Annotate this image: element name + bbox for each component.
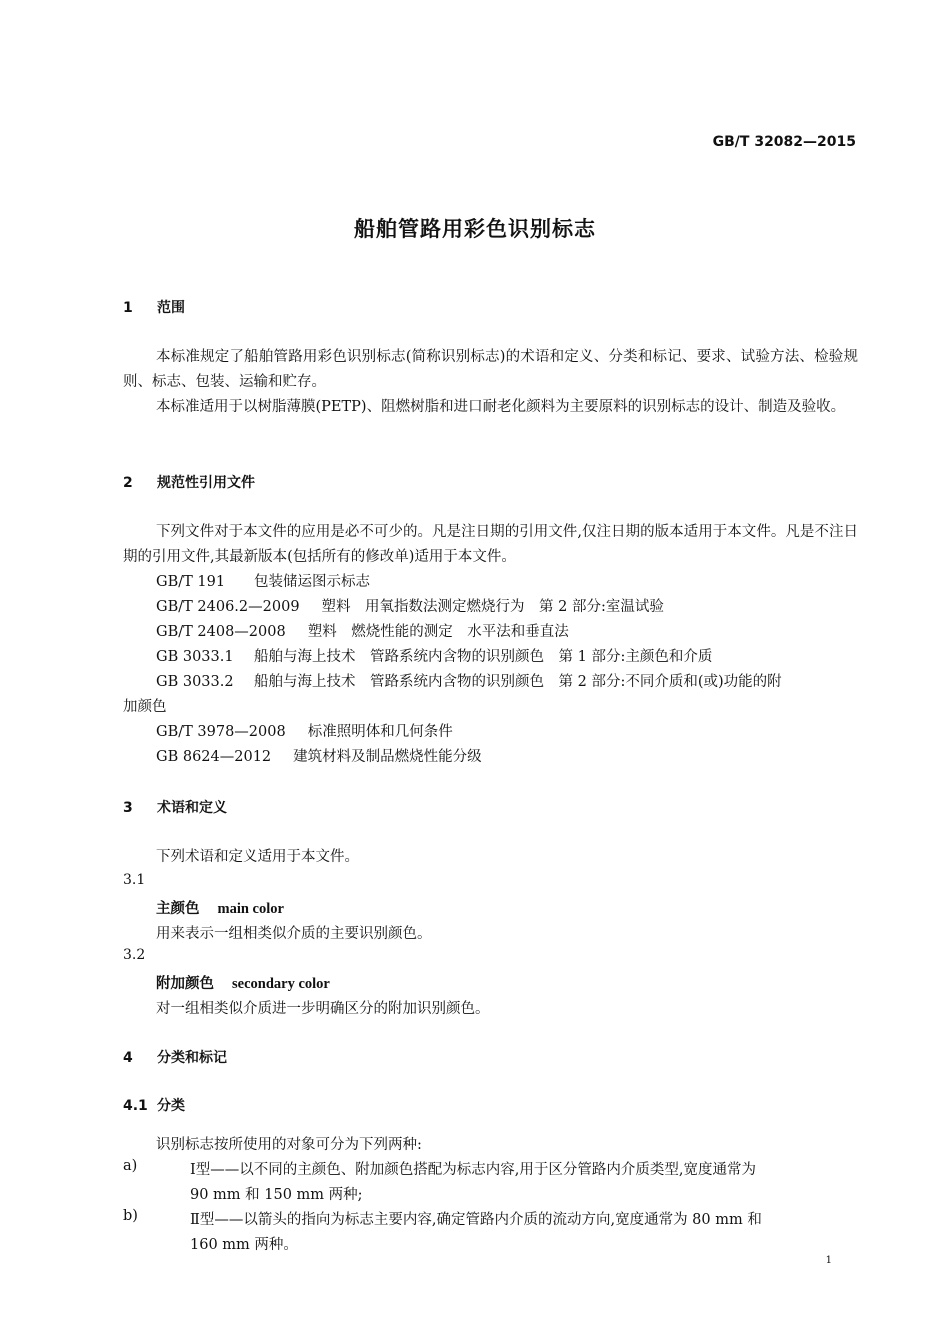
list-item-text: Ⅱ型——以箭头的指向为标志主要内容,确定管路内介质的流动方向,宽度通常为 80 mm 和 <box>190 1212 762 1228</box>
section-2-heading <box>123 472 255 492</box>
reference-code: GB/T 3978—2008 <box>156 724 286 740</box>
term-number: 3.2 <box>123 947 146 963</box>
reference-item <box>156 595 664 616</box>
reference-title: 包装储运图示标志 <box>254 574 370 590</box>
reference-item <box>156 745 482 766</box>
reference-continuation: 加颜色 <box>123 699 167 715</box>
reference-title: 塑料 燃烧性能的测定 水平法和垂直法 <box>307 624 569 640</box>
section-title: 规范性引用文件 <box>157 475 255 491</box>
term-number: 3.1 <box>123 872 146 888</box>
section-4-heading <box>123 1047 227 1067</box>
reference-code: GB 3033.2 <box>156 674 234 690</box>
paragraph: 下列文件对于本文件的应用是必不可少的。凡是注日期的引用文件,仅注日期的版本适用于本文件。凡是不注日期的引用文件,其最新版本(包括所有的修改单)适用于本文件。 <box>123 524 858 565</box>
reference-title: 塑料 用氧指数法测定燃烧行为 第 2 部分:室温试验 <box>321 599 664 615</box>
reference-item <box>156 570 370 591</box>
reference-code: GB/T 2408—2008 <box>156 624 286 640</box>
term-definition: 对一组相类似介质进一步明确区分的附加识别颜色。 <box>156 1001 490 1017</box>
paragraph: 本标准适用于以树脂薄膜(PETP)、阻燃树脂和进口耐老化颜料为主要原料的识别标志的设计、制造及验收。 <box>156 399 846 415</box>
reference-code: GB/T 2406.2—2009 <box>156 599 300 615</box>
section-number: 4 <box>123 1050 133 1066</box>
reference-item <box>156 620 569 641</box>
list-item-text: Ⅰ型——以不同的主颜色、附加颜色搭配为标志内容,用于区分管路内介质类型,宽度通常为 <box>190 1162 756 1178</box>
list-item-text-cont: 160 mm 两种。 <box>190 1237 298 1253</box>
section-number: 1 <box>123 300 133 316</box>
section-1-heading <box>123 297 185 317</box>
section-number: 3 <box>123 800 133 816</box>
list-item-text-cont: 90 mm 和 150 mm 两种; <box>190 1187 363 1203</box>
term-definition: 用来表示一组相类似介质的主要识别颜色。 <box>156 926 432 942</box>
term-name <box>156 972 330 993</box>
paragraph: 本标准规定了船舶管路用彩色识别标志(简称识别标志)的术语和定义、分类和标记、要求、试验方法、检验规则、标志、包装、运输和贮存。 <box>123 349 858 390</box>
paragraph: 下列术语和定义适用于本文件。 <box>156 849 359 865</box>
reference-title: 建筑材料及制品燃烧性能分级 <box>293 749 482 765</box>
list-item-marker: a) <box>123 1158 138 1174</box>
term-name <box>156 897 284 918</box>
page-number: 1 <box>825 1255 832 1266</box>
reference-code: GB 8624—2012 <box>156 749 272 765</box>
reference-title: 船舶与海上技术 管路系统内含物的识别颜色 第 1 部分:主颜色和介质 <box>254 649 713 665</box>
paragraph: 识别标志按所使用的对象可分为下列两种: <box>156 1137 422 1153</box>
subsection-4-1-heading <box>123 1095 185 1115</box>
reference-item <box>156 645 712 666</box>
term-zh: 主颜色 <box>156 900 200 917</box>
subsection-number: 4.1 <box>123 1098 148 1114</box>
section-title: 范围 <box>157 300 185 316</box>
reference-code: GB/T 191 <box>156 574 226 590</box>
section-3-heading <box>123 797 227 817</box>
reference-item <box>156 720 453 741</box>
reference-code: GB 3033.1 <box>156 649 234 665</box>
term-en: main color <box>217 901 284 917</box>
section-title: 分类和标记 <box>157 1050 227 1066</box>
term-en: secondary color <box>232 976 330 992</box>
section-number: 2 <box>123 475 133 491</box>
reference-title: 标准照明体和几何条件 <box>307 724 453 740</box>
term-zh: 附加颜色 <box>156 975 214 992</box>
subsection-title: 分类 <box>157 1098 185 1114</box>
reference-title: 船舶与海上技术 管路系统内含物的识别颜色 第 2 部分:不同介质和(或)功能的附 <box>254 674 782 690</box>
document-title: 船舶管路用彩色识别标志 <box>354 217 596 241</box>
section-title: 术语和定义 <box>157 800 227 816</box>
standard-number: GB/T 32082—2015 <box>712 134 856 150</box>
reference-item <box>156 670 782 691</box>
list-item-marker: b) <box>123 1208 138 1224</box>
